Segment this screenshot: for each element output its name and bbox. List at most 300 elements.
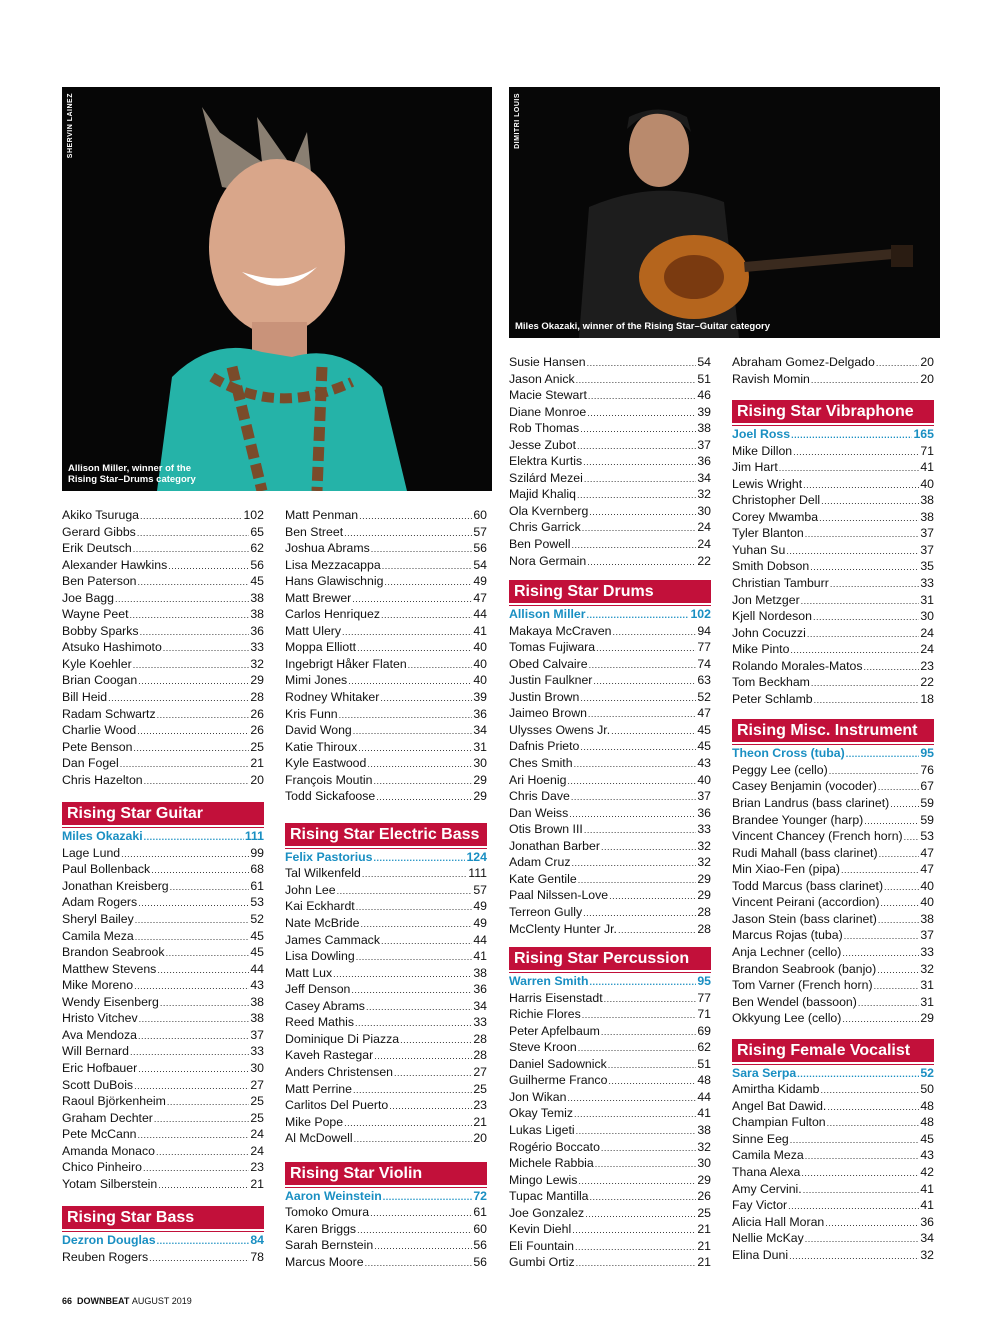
leader-dots xyxy=(130,607,250,623)
entry-name: Hristo Vitchev xyxy=(62,1011,138,1026)
leader-dots xyxy=(819,510,919,526)
list-item xyxy=(285,981,487,998)
list-item xyxy=(509,1172,711,1189)
entry-name: Joe Gonzalez xyxy=(509,1205,585,1220)
vote-count: 40 xyxy=(920,476,934,491)
entry-name: Bobby Sparks xyxy=(62,623,139,638)
winner-entry xyxy=(732,745,934,762)
list-item xyxy=(509,1221,711,1238)
vote-count: 21 xyxy=(250,756,264,771)
entry-name: Elina Duni xyxy=(732,1247,789,1262)
entry-name: Miles Okazaki xyxy=(62,829,143,844)
list-item xyxy=(285,882,487,899)
list-item xyxy=(285,722,487,739)
vote-count: 43 xyxy=(250,978,264,993)
list-item xyxy=(285,689,487,706)
leader-dots xyxy=(841,862,919,878)
entry-name: Steve Kroon xyxy=(509,1040,577,1055)
list-item xyxy=(62,944,264,961)
entry-name: Brandon Seabrook xyxy=(62,945,165,960)
leader-dots xyxy=(820,1082,919,1098)
leader-dots xyxy=(571,789,696,805)
vote-count: 26 xyxy=(697,1189,711,1204)
vote-count: 34 xyxy=(473,998,487,1013)
leader-dots xyxy=(139,1011,250,1027)
vote-count: 71 xyxy=(920,443,934,458)
leader-dots xyxy=(143,1160,249,1176)
entry-name: Ingebrigt Håker Flaten xyxy=(285,656,407,671)
list-item xyxy=(509,788,711,805)
entry-name: Susie Hansen xyxy=(509,355,586,369)
entry-name: Rogério Boccato xyxy=(509,1139,600,1154)
leader-dots xyxy=(569,806,696,822)
entry-name: Chris Hazelton xyxy=(62,772,143,787)
entry-name: Sara Serpa xyxy=(732,1065,797,1080)
vote-count: 42 xyxy=(920,1164,934,1179)
entry-name: Daniel Sadownick xyxy=(509,1056,607,1071)
leader-dots xyxy=(829,763,920,779)
vote-count: 95 xyxy=(920,746,934,761)
list-item xyxy=(285,739,487,756)
entry-name: Vincent Peirani (accordion) xyxy=(732,895,880,910)
vote-count: 28 xyxy=(473,1048,487,1063)
vote-count: 32 xyxy=(697,855,711,870)
vote-count: 40 xyxy=(697,772,711,787)
vote-count: 26 xyxy=(250,706,264,721)
entry-name: Kai Eckhardt xyxy=(285,899,355,914)
vote-count: 67 xyxy=(920,779,934,794)
leader-dots xyxy=(394,1065,472,1081)
leader-dots xyxy=(140,624,250,640)
entry-name: Fay Victor xyxy=(732,1198,788,1213)
entry-name: Warren Smith xyxy=(509,974,589,989)
entry-name: Amanda Monaco xyxy=(62,1143,155,1158)
list-item xyxy=(62,1126,264,1143)
leader-dots xyxy=(595,1156,697,1172)
list-item xyxy=(732,691,934,708)
list-rising-star-bass xyxy=(62,1249,264,1266)
leader-dots xyxy=(572,537,697,553)
entry-name: Dan Weiss xyxy=(509,805,569,820)
leader-dots xyxy=(827,1099,919,1115)
entry-name: Felix Pastorius xyxy=(285,849,373,864)
vote-count: 23 xyxy=(473,1098,487,1113)
leader-dots xyxy=(574,756,697,772)
list-item xyxy=(285,623,487,640)
vote-count: 84 xyxy=(250,1233,264,1248)
list-item xyxy=(732,1230,934,1247)
list-item xyxy=(509,1188,711,1205)
leader-dots xyxy=(827,1115,920,1131)
entry-name: Carlos Henriquez xyxy=(285,607,381,622)
leader-dots xyxy=(790,1132,920,1148)
entry-name: Peggy Lee (cello) xyxy=(732,762,828,777)
leader-dots xyxy=(108,690,249,706)
leader-dots xyxy=(791,427,912,443)
leader-dots xyxy=(356,899,473,915)
leader-dots xyxy=(361,916,473,932)
vote-count: 18 xyxy=(920,691,934,706)
vote-count: 25 xyxy=(250,1110,264,1125)
vote-count: 28 xyxy=(473,1031,487,1046)
list-item xyxy=(509,470,711,487)
vote-count: 37 xyxy=(920,542,934,557)
list-item xyxy=(62,1176,264,1193)
list-item xyxy=(732,1010,934,1027)
leader-dots xyxy=(344,525,472,541)
entry-name: Mike Pinto xyxy=(732,642,790,657)
list-item xyxy=(509,656,711,673)
entry-name: Mike Dillon xyxy=(732,443,793,458)
list-item xyxy=(509,1122,711,1139)
leader-dots xyxy=(803,477,919,493)
vote-count: 36 xyxy=(473,982,487,997)
leader-dots xyxy=(137,525,250,541)
list-item xyxy=(509,519,711,536)
leader-dots xyxy=(825,1215,919,1231)
leader-dots xyxy=(357,1222,472,1238)
vote-count: 62 xyxy=(697,1040,711,1055)
leader-dots xyxy=(601,1024,696,1040)
list-item xyxy=(285,1204,487,1221)
entry-name: John Lee xyxy=(285,882,336,897)
list-item xyxy=(62,878,264,895)
list-bass-continued xyxy=(62,507,264,788)
vote-count: 57 xyxy=(473,524,487,539)
entry-name: Jim Hart xyxy=(732,460,778,475)
entry-name: Ben Paterson xyxy=(62,574,137,589)
vote-count: 68 xyxy=(250,862,264,877)
entry-name: Sinne Eeg xyxy=(732,1131,789,1146)
entry-name: Sarah Bernstein xyxy=(285,1238,374,1253)
entry-name: Mingo Lewis xyxy=(509,1172,578,1187)
list-item xyxy=(732,994,934,1011)
vote-count: 35 xyxy=(920,559,934,574)
vote-count: 33 xyxy=(473,1015,487,1030)
leader-dots xyxy=(374,1048,472,1064)
list-item xyxy=(62,894,264,911)
entry-name: Thana Alexa xyxy=(732,1164,801,1179)
leader-dots xyxy=(376,789,472,805)
entry-name: Kjell Nordeson xyxy=(732,609,812,624)
section-header-rising-star-guitar: Rising Star Guitar xyxy=(62,802,264,825)
vote-count: 24 xyxy=(920,625,934,640)
list-item xyxy=(509,536,711,553)
leader-dots xyxy=(814,692,920,708)
vote-count: 56 xyxy=(473,1238,487,1253)
vote-count: 37 xyxy=(697,437,711,452)
entry-name: Kevin Diehl xyxy=(509,1222,572,1237)
leader-dots xyxy=(580,421,696,437)
vote-count: 40 xyxy=(473,640,487,655)
leader-dots xyxy=(149,1250,249,1266)
column-2 xyxy=(285,507,487,1270)
list-item xyxy=(62,994,264,1011)
list-item xyxy=(732,625,934,642)
list-item xyxy=(285,706,487,723)
vote-count: 48 xyxy=(920,1098,934,1113)
list-item xyxy=(285,1064,487,1081)
entry-name: Tomas Fujiwara xyxy=(509,640,596,655)
entry-name: Lewis Wright xyxy=(732,476,803,491)
entry-name: Diane Monroe xyxy=(509,404,587,419)
list-item xyxy=(509,486,711,503)
entry-name: Tal Wilkenfeld xyxy=(285,866,361,881)
list-item xyxy=(732,608,934,625)
vote-count: 54 xyxy=(697,355,711,369)
list-item xyxy=(732,961,934,978)
leader-dots xyxy=(133,541,250,557)
list-item xyxy=(285,1081,487,1098)
leader-dots xyxy=(135,929,250,945)
leader-dots xyxy=(362,866,467,882)
vote-count: 29 xyxy=(697,1172,711,1187)
entry-name: Yotam Silberstein xyxy=(62,1176,158,1191)
entry-name: Bill Heid xyxy=(62,690,108,705)
leader-dots xyxy=(803,1182,920,1198)
list-item xyxy=(62,977,264,994)
entry-name: Gumbi Ortiz xyxy=(509,1255,575,1270)
leader-dots xyxy=(120,756,250,772)
list-item xyxy=(285,865,487,882)
list-item xyxy=(509,772,711,789)
vote-count: 33 xyxy=(250,1044,264,1059)
list-item xyxy=(732,1164,934,1181)
entry-name: Jon Metzger xyxy=(732,592,800,607)
leader-dots xyxy=(133,740,249,756)
column-4 xyxy=(732,354,934,1263)
leader-dots xyxy=(584,822,697,838)
list-rising-star-guitar xyxy=(62,845,264,1192)
leader-dots xyxy=(135,912,250,928)
entry-name: Dominique Di Piazza xyxy=(285,1031,400,1046)
list-item xyxy=(509,503,711,520)
entry-name: Aaron Weinstein xyxy=(285,1188,382,1203)
entry-name: Justin Brown xyxy=(509,689,580,704)
vote-count: 25 xyxy=(250,1094,264,1109)
leader-dots xyxy=(858,995,919,1011)
vote-count: 32 xyxy=(920,1247,934,1262)
vote-count: 47 xyxy=(473,590,487,605)
leader-dots xyxy=(353,1082,472,1098)
vote-count: 61 xyxy=(473,1205,487,1220)
leader-dots xyxy=(830,576,919,592)
list-item xyxy=(285,639,487,656)
list-item xyxy=(62,1159,264,1176)
leader-dots xyxy=(154,1111,249,1127)
entry-name: Mimi Jones xyxy=(285,673,348,688)
entry-name: Nate McBride xyxy=(285,916,360,931)
entry-name: Marcus Moore xyxy=(285,1254,364,1269)
entry-name: Matt Ulery xyxy=(285,623,342,638)
list-item xyxy=(732,674,934,691)
leader-dots xyxy=(589,657,697,673)
list-item xyxy=(509,623,711,640)
list-rising-star-electric-bass xyxy=(285,865,487,1146)
list-item xyxy=(732,894,934,911)
entry-name: Alicia Hall Moran xyxy=(732,1214,825,1229)
list-item xyxy=(509,838,711,855)
list-item xyxy=(509,738,711,755)
list-item xyxy=(509,705,711,722)
leader-dots xyxy=(138,1028,249,1044)
list-item xyxy=(732,525,934,542)
leader-dots xyxy=(374,1238,472,1254)
entry-name: Ola Kvernberg xyxy=(509,503,589,518)
list-rising-female-vocalist xyxy=(732,1081,934,1263)
list-item xyxy=(732,778,934,795)
entry-name: Jesse Zubot xyxy=(509,437,576,452)
vote-count: 20 xyxy=(920,371,934,386)
list-item xyxy=(285,1221,487,1238)
entry-name: Pete Benson xyxy=(62,739,133,754)
vote-count: 48 xyxy=(920,1115,934,1130)
vote-count: 44 xyxy=(697,1089,711,1104)
entry-name: Tyler Blanton xyxy=(732,526,804,541)
entry-name: Brian Coogan xyxy=(62,673,138,688)
vote-count: 94 xyxy=(697,623,711,638)
winner-rising-star-drums xyxy=(509,606,711,623)
leader-dots xyxy=(400,1032,472,1048)
leader-dots xyxy=(904,829,920,845)
list-item xyxy=(732,911,934,928)
entry-name: Szilárd Mezei xyxy=(509,470,583,485)
winner-rising-star-percussion xyxy=(509,973,711,990)
vote-count: 34 xyxy=(697,470,711,485)
list-item xyxy=(732,1197,934,1214)
leader-dots xyxy=(342,624,472,640)
vote-count: 20 xyxy=(250,772,264,787)
vote-count: 38 xyxy=(920,509,934,524)
list-item xyxy=(732,509,934,526)
entry-name: Dan Fogel xyxy=(62,756,119,771)
entry-name: Amy Cervini. xyxy=(732,1181,802,1196)
entry-name: Pete McCann xyxy=(62,1127,137,1142)
list-item xyxy=(732,354,934,371)
photo-miles-okazaki xyxy=(509,87,940,338)
entry-name: Ava Mendoza xyxy=(62,1027,137,1042)
winner-entry xyxy=(62,828,264,845)
vote-count: 36 xyxy=(920,1214,934,1229)
list-item xyxy=(732,1114,934,1131)
entry-name: Tom Varner (French horn) xyxy=(732,978,873,993)
leader-dots xyxy=(373,850,465,866)
list-item xyxy=(732,492,934,509)
list-item xyxy=(62,606,264,623)
vote-count: 77 xyxy=(697,990,711,1005)
leader-dots xyxy=(366,999,472,1015)
entry-name: Tomoko Omura xyxy=(285,1205,370,1220)
entry-name: Jaimeo Brown xyxy=(509,706,587,721)
entry-name: Okkyung Lee (cello) xyxy=(732,1011,842,1026)
leader-dots xyxy=(157,707,250,723)
list-bass-continued xyxy=(285,507,487,805)
list-rising-misc-instrument xyxy=(732,762,934,1027)
list-item xyxy=(732,944,934,961)
vote-count: 40 xyxy=(473,656,487,671)
leader-dots xyxy=(355,1015,472,1031)
leader-dots xyxy=(370,1205,472,1221)
leader-dots xyxy=(587,554,696,570)
list-item xyxy=(732,927,934,944)
leader-dots xyxy=(878,912,919,928)
entry-name: Ravish Momin xyxy=(732,371,810,386)
list-rising-star-vibraphone xyxy=(732,443,934,708)
entry-name: Nellie McKay xyxy=(732,1231,804,1246)
entry-name: Peter Schlamb xyxy=(732,691,813,706)
leader-dots xyxy=(890,796,919,812)
list-item xyxy=(732,592,934,609)
list-item xyxy=(285,1014,487,1031)
vote-count: 38 xyxy=(920,493,934,508)
list-item xyxy=(509,821,711,838)
list-item xyxy=(285,755,487,772)
list-item xyxy=(62,540,264,557)
list-item xyxy=(62,845,264,862)
vote-count: 49 xyxy=(473,574,487,589)
entry-name: Harris Eisenstadt xyxy=(509,990,603,1005)
entry-name: Camila Meza xyxy=(732,1148,804,1163)
list-percussion-continued xyxy=(732,354,934,387)
entry-name: Joe Bagg xyxy=(62,590,114,605)
vote-count: 33 xyxy=(920,944,934,959)
vote-count: 57 xyxy=(473,882,487,897)
vote-count: 111 xyxy=(244,829,264,844)
winner-entry xyxy=(62,1232,264,1249)
entry-name: Dezron Douglas xyxy=(62,1233,156,1248)
entry-name: Reuben Rogers xyxy=(62,1249,149,1264)
list-rising-star-violin xyxy=(285,1204,487,1270)
leader-dots xyxy=(358,740,472,756)
list-item xyxy=(509,371,711,388)
entry-name: Brandee Younger (harp) xyxy=(732,812,864,827)
leader-dots xyxy=(583,905,696,921)
leader-dots xyxy=(333,966,472,982)
vote-count: 60 xyxy=(473,508,487,522)
list-item xyxy=(62,573,264,590)
entry-name: Erik Deutsch xyxy=(62,541,132,556)
leader-dots xyxy=(601,839,696,855)
list-item xyxy=(509,420,711,437)
entry-name: Guilherme Franco xyxy=(509,1073,608,1088)
entry-name: Mike Moreno xyxy=(62,978,134,993)
entry-name: Marcus Rojas (tuba) xyxy=(732,928,843,943)
list-item xyxy=(285,524,487,541)
entry-name: Jonathan Barber xyxy=(509,838,600,853)
leader-dots xyxy=(359,508,472,524)
vote-count: 165 xyxy=(913,427,934,442)
vote-count: 32 xyxy=(697,838,711,853)
list-item xyxy=(732,542,934,559)
leader-dots xyxy=(609,888,696,904)
vote-count: 59 xyxy=(920,796,934,811)
vote-count: 62 xyxy=(250,541,264,556)
leader-dots xyxy=(807,626,919,642)
entry-name: Reed Mathis xyxy=(285,1015,355,1030)
vote-count: 41 xyxy=(697,1106,711,1121)
vote-count: 65 xyxy=(250,524,264,539)
leader-dots xyxy=(583,454,696,470)
leader-dots xyxy=(813,609,919,625)
leader-dots xyxy=(590,1189,697,1205)
leader-dots xyxy=(582,520,697,536)
entry-name: Theon Cross (tuba) xyxy=(732,746,845,761)
vote-count: 48 xyxy=(697,1073,711,1088)
list-item xyxy=(62,590,264,607)
list-item xyxy=(509,921,711,938)
leader-dots xyxy=(140,508,242,524)
section-header-rising-star-bass: Rising Star Bass xyxy=(62,1206,264,1229)
